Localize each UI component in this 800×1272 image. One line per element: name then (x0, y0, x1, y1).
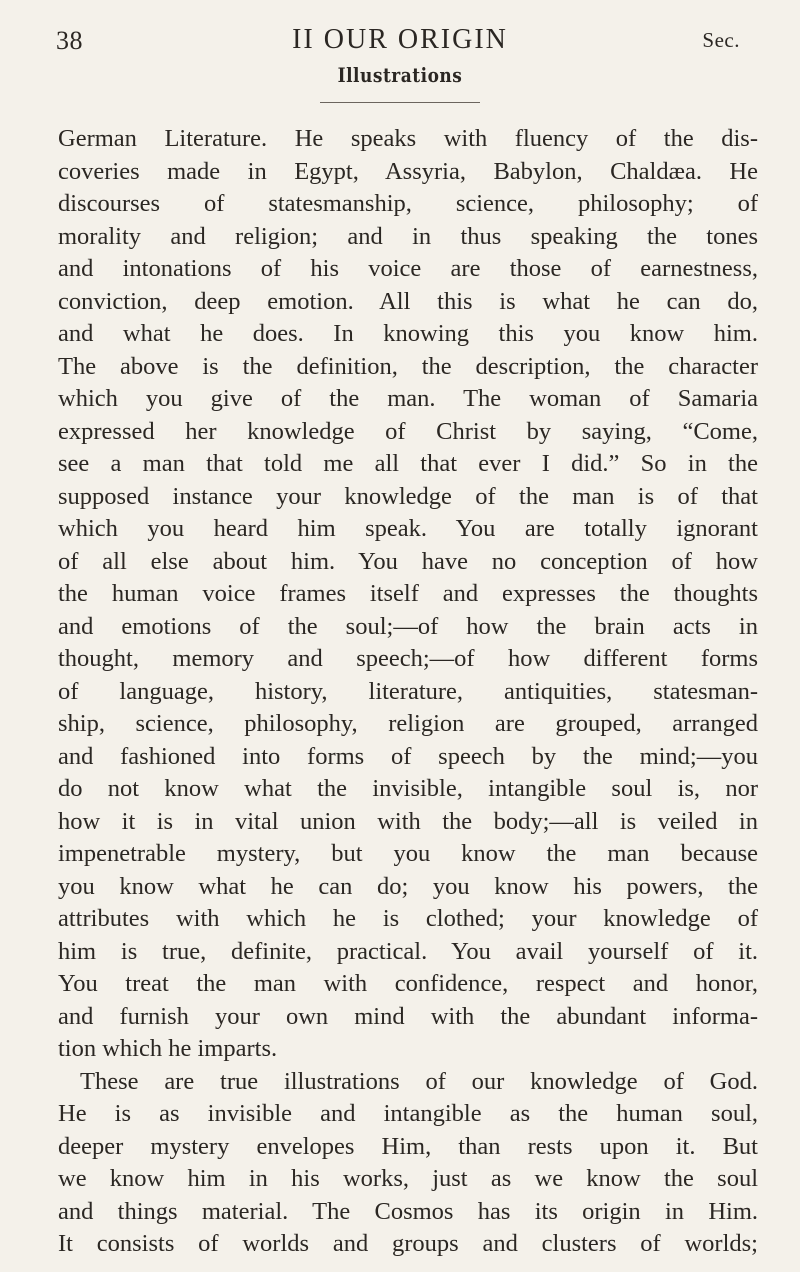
section-title: Illustrations (337, 64, 463, 88)
text-line: You treat the man with confidence, respect and honor, (58, 970, 758, 997)
section-label: Sec. (702, 28, 740, 52)
text-line: which you heard him speak. You are totally ignorant (58, 515, 758, 542)
text-line: coveries made in Egypt, Assyria, Babylon, Chaldæa. He (58, 157, 758, 185)
text-line: and furnish your own mind with the abundant informa- (58, 1002, 758, 1030)
text-line: deeper mystery envelopes Him, than rests upon it. But (58, 1132, 758, 1160)
text-line: and fashioned into forms of speech by the mind;—you (58, 742, 758, 770)
text-line: tion which he imparts. (58, 1035, 278, 1062)
text-line: discourses of statesmanship, science, philosophy; of (58, 190, 758, 217)
text-line: do not know what the invisible, intangible soul is, nor (58, 775, 758, 802)
text-line: we know him in his works, just as we know the soul (58, 1165, 758, 1192)
text-line: These are true illustrations of our knowledge of God. (80, 1067, 758, 1095)
text-line: of all else about him. You have no conception of how (58, 547, 758, 575)
text-line: and intonations of his voice are those of earnestness, (58, 255, 758, 282)
running-head (56, 18, 744, 62)
text-line: It consists of worlds and groups and clusters of worlds; (58, 1230, 758, 1257)
text-line: morality and religion; and in thus speaking the tones (58, 222, 758, 250)
text-line: supposed instance your knowledge of the man is of that (58, 482, 758, 510)
text-line: which you give of the man. The woman of Samaria (58, 385, 758, 412)
body-text (58, 123, 758, 1261)
text-line: and things material. The Cosmos has its origin in Him. (58, 1197, 758, 1225)
text-line: conviction, deep emotion. All this is what he can do, (58, 287, 758, 315)
section-divider (320, 102, 480, 103)
text-line: and emotions of the soul;—of how the brain acts in (58, 612, 758, 640)
text-line: impenetrable mystery, but you know the man because (58, 840, 758, 867)
text-line: how it is in vital union with the body;—all is veiled in (58, 807, 758, 835)
text-line: see a man that told me all that ever I did.” So in the (58, 450, 758, 477)
text-line: attributes with which he is clothed; your knowledge of (58, 905, 758, 932)
text-line: thought, memory and speech;—of how different forms (58, 645, 758, 672)
text-line: ship, science, philosophy, religion are grouped, arranged (58, 710, 758, 737)
text-line: He is as invisible and intangible as the human soul, (58, 1100, 758, 1127)
page-number: 38 (56, 26, 83, 55)
text-line: you know what he can do; you know his powers, the (58, 872, 758, 900)
text-line: him is true, definite, practical. You avail yourself of it. (58, 937, 758, 965)
text-line: expressed her knowledge of Christ by saying, “Come, (58, 417, 758, 445)
text-line: The above is the definition, the description, the character (58, 352, 758, 380)
chapter-title: II OUR ORIGIN (292, 24, 508, 55)
text-line: of language, history, literature, antiquities, statesman- (58, 677, 758, 705)
text-line: German Literature. He speaks with fluency of the dis- (58, 125, 758, 152)
text-line: and what he does. In knowing this you know him. (58, 320, 758, 347)
text-line: the human voice frames itself and expresses the thoughts (58, 580, 758, 607)
